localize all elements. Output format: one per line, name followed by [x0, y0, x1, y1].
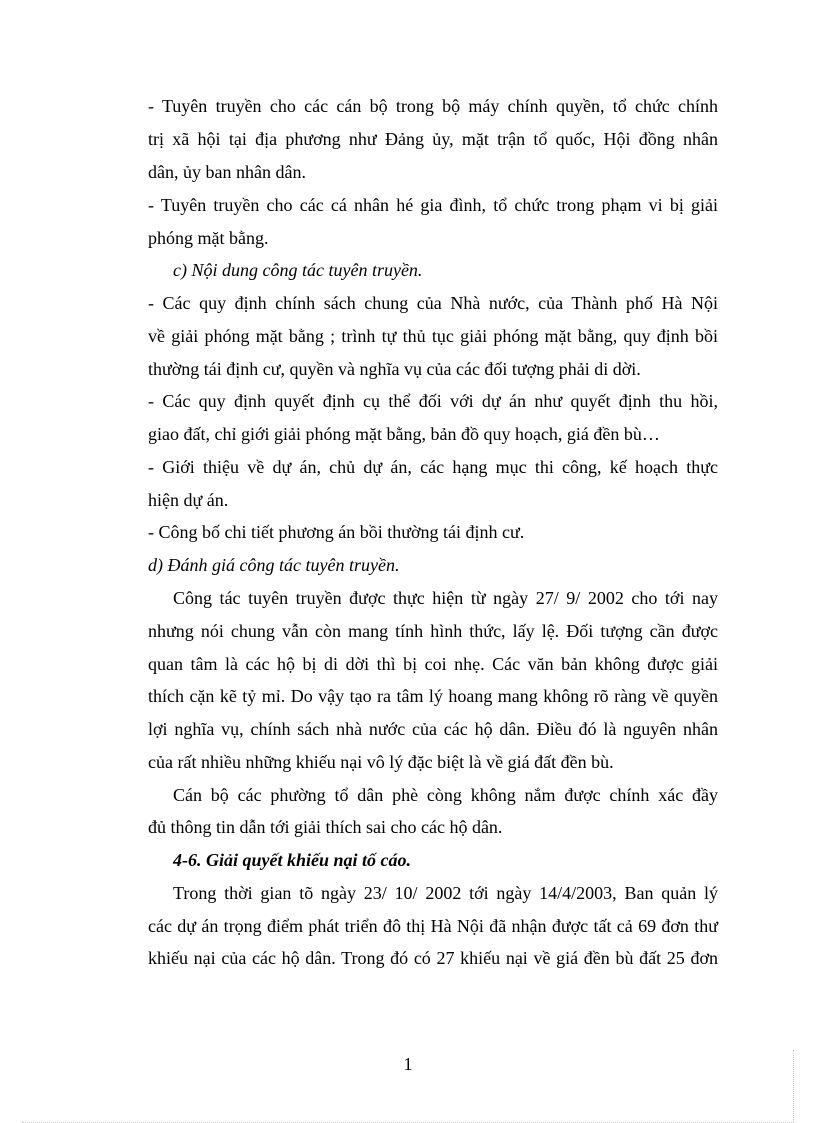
paragraph-line: Công tác tuyên truyền được thực hiện từ ngày 27/ 9/ 2002 cho tới nay — [173, 588, 718, 608]
paragraph-line: nhưng nói chung vẫn còn mang tính hình thức, lấy lệ. Đối tượng cần được — [148, 621, 718, 641]
page-right-border — [793, 1050, 794, 1122]
paragraph-line: của rất nhiều những khiếu nại vô lý đặc biệt là về giá đất đền bù. — [148, 752, 614, 772]
section-heading-c: c) Nội dung công tác tuyên truyền. — [173, 260, 423, 280]
paragraph-line: hiện dự án. — [148, 490, 229, 510]
section-heading-d: d) Đánh giá công tác tuyên truyền. — [148, 555, 400, 575]
paragraph-line: dân, ủy ban nhân dân. — [148, 162, 306, 182]
bullet-line-3: - Các quy định chính sách chung của Nhà nước, của Thành phố Hà Nội — [148, 293, 718, 313]
bullet-line-2: - Tuyên truyền cho các cá nhân hé gia đình, tổ chức trong phạm vi bị giải — [148, 195, 718, 215]
bullet-line-5: - Giới thiệu về dự án, chủ dự án, các hạng mục thi công, kế hoạch thực — [148, 457, 718, 477]
section-heading-4-6: 4-6. Giải quyết khiếu nại tố cáo. — [173, 850, 411, 870]
bullet-line-6: - Công bố chi tiết phương án bồi thường tái định cư. — [148, 522, 525, 542]
paragraph-line: phóng mặt bằng. — [148, 228, 269, 248]
paragraph-line: trị xã hội tại địa phương như Đảng ủy, mặt trận tổ quốc, Hội đồng nhân — [148, 129, 718, 149]
paragraph-line: quan tâm là các hộ bị di dời thì bị coi nhẹ. Các văn bản không được giải — [148, 654, 718, 674]
paragraph-line: về giải phóng mặt bằng ; trình tự thủ tục giải phóng mặt bằng, quy định bồi — [148, 326, 718, 346]
bullet-line-4: - Các quy định quyết định cụ thể đối với dự án như quyết định thu hồi, — [148, 391, 718, 411]
paragraph-line: các dự án trọng điểm phát triển đô thị Hà Nội đã nhận được tất cả 69 đơn thư — [148, 916, 718, 936]
paragraph-line: lợi nghĩa vụ, chính sách nhà nước của các hộ dân. Điều đó là nguyên nhân — [148, 719, 718, 739]
page-number: 1 — [403, 1054, 413, 1074]
paragraph-line: đủ thông tin dẫn tới giải thích sai cho các hộ dân. — [148, 817, 503, 837]
paragraph-line: Cán bộ các phường tổ dân phè còng không nắm được chính xác đầy — [173, 785, 718, 805]
bullet-line-1: - Tuyên truyền cho các cán bộ trong bộ máy chính quyền, tổ chức chính — [148, 96, 718, 116]
paragraph-line: khiếu nại của các hộ dân. Trong đó có 27 khiếu nại về giá đền bù đất 25 đơn — [148, 948, 718, 968]
paragraph-line: Trong thời gian tõ ngày 23/ 10/ 2002 tới ngày 14/4/2003, Ban quản lý — [173, 883, 718, 903]
paragraph-line: thích cặn kẽ tỷ mỉ. Do vậy tạo ra tâm lý hoang mang không rõ ràng về quyền — [148, 686, 718, 706]
paragraph-line: thường tái định cư, quyền và nghĩa vụ của các đối tượng phải di dời. — [148, 359, 641, 379]
paragraph-line: giao đất, chỉ giới giải phóng mặt bằng, bản đồ quy hoạch, giá đền bù… — [148, 424, 660, 444]
